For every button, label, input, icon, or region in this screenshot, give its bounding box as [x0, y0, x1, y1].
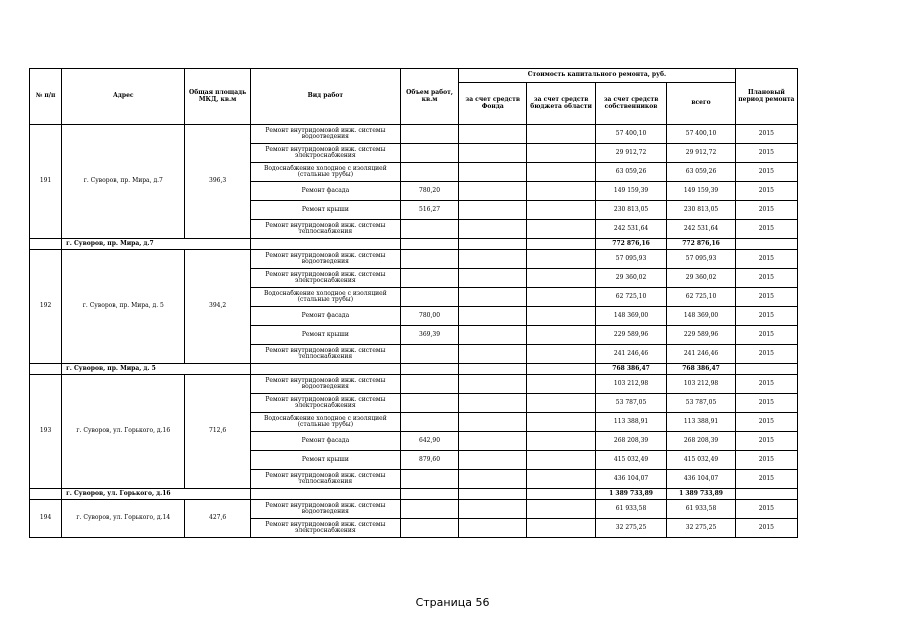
table-body	[30, 125, 798, 538]
work-type: Ремонт внутридомовой инж. системы водоотведения	[250, 375, 400, 394]
work-volume	[401, 345, 459, 364]
total-label: г. Суворов, пр. Мира, д. 5	[62, 364, 251, 375]
work-type: Ремонт крыши	[250, 201, 400, 220]
total-work	[250, 364, 400, 375]
work-volume	[401, 250, 459, 269]
total-owners: 772 876,16	[595, 239, 667, 250]
cost-total: 149 159,39	[667, 182, 735, 201]
repair-period: 2015	[735, 125, 797, 144]
cost-owners: 415 032,49	[595, 451, 667, 470]
house-number: 194	[30, 500, 62, 538]
cost-region	[527, 250, 595, 269]
repair-period: 2015	[735, 163, 797, 182]
cost-fund	[459, 470, 527, 489]
cost-region	[527, 432, 595, 451]
work-type: Ремонт внутридомовой инж. системы электроснабжения	[250, 519, 400, 538]
repair-period: 2015	[735, 413, 797, 432]
header-total: всего	[667, 83, 735, 125]
total-period	[735, 489, 797, 500]
cost-fund	[459, 144, 527, 163]
total-sum: 768 386,47	[667, 364, 735, 375]
work-type: Ремонт внутридомовой инж. системы водоотведения	[250, 250, 400, 269]
repair-period: 2015	[735, 250, 797, 269]
cost-total: 29 912,72	[667, 144, 735, 163]
cost-fund	[459, 394, 527, 413]
cost-region	[527, 288, 595, 307]
cost-total: 148 369,00	[667, 307, 735, 326]
repair-period: 2015	[735, 269, 797, 288]
work-volume	[401, 125, 459, 144]
work-volume	[401, 269, 459, 288]
repair-period: 2015	[735, 451, 797, 470]
house-area: 394,2	[185, 250, 250, 364]
header-cost-group: Стоимость капитального ремонта, руб.	[459, 69, 736, 83]
work-volume	[401, 500, 459, 519]
house-number: 193	[30, 375, 62, 489]
cost-owners: 29 912,72	[595, 144, 667, 163]
header-area: Общая площадь МКД, кв.м	[185, 69, 250, 125]
work-volume	[401, 470, 459, 489]
cost-fund	[459, 375, 527, 394]
total-label: г. Суворов, пр. Мира, д.7	[62, 239, 251, 250]
work-volume	[401, 163, 459, 182]
work-type: Водоснабжение холодное с изоляцией (стальные трубы)	[250, 288, 400, 307]
work-volume	[401, 288, 459, 307]
header-period: Плановый период ремонта	[735, 69, 797, 125]
work-type: Водоснабжение холодное с изоляцией (стальные трубы)	[250, 163, 400, 182]
total-label: г. Суворов, ул. Горького, д.16	[62, 489, 251, 500]
cost-fund	[459, 220, 527, 239]
total-sum: 1 389 733,89	[667, 489, 735, 500]
cost-fund	[459, 250, 527, 269]
work-volume	[401, 220, 459, 239]
work-volume	[401, 519, 459, 538]
cost-region	[527, 413, 595, 432]
cost-region	[527, 451, 595, 470]
header-work-type: Вид работ	[250, 69, 400, 125]
cost-owners: 113 388,91	[595, 413, 667, 432]
total-region	[527, 489, 595, 500]
cost-owners: 29 360,02	[595, 269, 667, 288]
cost-owners: 62 725,10	[595, 288, 667, 307]
header-num: № п/п	[30, 69, 62, 125]
house-address: г. Суворов, ул. Горького, д.16	[62, 375, 185, 489]
header-fund: за счет средств Фонда	[459, 83, 527, 125]
cost-owners: 148 369,00	[595, 307, 667, 326]
work-volume: 369,39	[401, 326, 459, 345]
cost-region	[527, 201, 595, 220]
cost-fund	[459, 500, 527, 519]
table-row	[30, 125, 798, 144]
work-volume	[401, 413, 459, 432]
table-row	[30, 375, 798, 394]
header-owners: за счет средств собственников	[595, 83, 667, 125]
house-area: 712,6	[185, 375, 250, 489]
cost-region	[527, 307, 595, 326]
cost-region	[527, 269, 595, 288]
total-work	[250, 239, 400, 250]
total-row	[30, 364, 798, 375]
cost-total: 229 589,96	[667, 326, 735, 345]
house-area: 396,3	[185, 125, 250, 239]
cost-region	[527, 144, 595, 163]
cost-total: 436 104,07	[667, 470, 735, 489]
total-owners: 768 386,47	[595, 364, 667, 375]
cost-total: 268 208,39	[667, 432, 735, 451]
repair-period: 2015	[735, 307, 797, 326]
repair-period: 2015	[735, 220, 797, 239]
total-owners: 1 389 733,89	[595, 489, 667, 500]
cost-total: 230 813,05	[667, 201, 735, 220]
cost-owners: 436 104,07	[595, 470, 667, 489]
repair-period: 2015	[735, 144, 797, 163]
repair-period: 2015	[735, 345, 797, 364]
total-row	[30, 489, 798, 500]
work-type: Ремонт внутридомовой инж. системы теплоснабжения	[250, 220, 400, 239]
cost-total: 57 095,93	[667, 250, 735, 269]
repair-period: 2015	[735, 500, 797, 519]
total-region	[527, 239, 595, 250]
total-volume	[401, 239, 459, 250]
cost-owners: 242 531,64	[595, 220, 667, 239]
table-row	[30, 500, 798, 519]
total-volume	[401, 489, 459, 500]
total-volume	[401, 364, 459, 375]
work-type: Ремонт внутридомовой инж. системы водоотведения	[250, 125, 400, 144]
work-volume	[401, 394, 459, 413]
cost-total: 29 360,02	[667, 269, 735, 288]
cost-fund	[459, 451, 527, 470]
cost-owners: 230 813,05	[595, 201, 667, 220]
house-area: 427,6	[185, 500, 250, 538]
total-row	[30, 239, 798, 250]
cost-owners: 57 400,10	[595, 125, 667, 144]
total-num	[30, 489, 62, 500]
cost-fund	[459, 288, 527, 307]
cost-fund	[459, 345, 527, 364]
capital-repair-table	[29, 68, 798, 538]
header-volume: Объем работ, кв.м	[401, 69, 459, 125]
cost-region	[527, 375, 595, 394]
total-period	[735, 364, 797, 375]
cost-region	[527, 163, 595, 182]
total-region	[527, 364, 595, 375]
work-volume: 780,20	[401, 182, 459, 201]
cost-owners: 268 208,39	[595, 432, 667, 451]
repair-period: 2015	[735, 182, 797, 201]
work-type: Ремонт фасада	[250, 432, 400, 451]
cost-fund	[459, 307, 527, 326]
house-address: г. Суворов, пр. Мира, д.7	[62, 125, 185, 239]
total-work	[250, 489, 400, 500]
cost-region	[527, 125, 595, 144]
cost-owners: 57 095,93	[595, 250, 667, 269]
cost-owners: 53 787,05	[595, 394, 667, 413]
work-volume	[401, 375, 459, 394]
cost-total: 63 059,26	[667, 163, 735, 182]
house-address: г. Суворов, пр. Мира, д. 5	[62, 250, 185, 364]
total-fund	[459, 489, 527, 500]
cost-fund	[459, 269, 527, 288]
cost-fund	[459, 201, 527, 220]
work-volume: 516,27	[401, 201, 459, 220]
cost-total: 57 400,10	[667, 125, 735, 144]
total-period	[735, 239, 797, 250]
page-number: Страница 56	[415, 596, 490, 609]
work-volume: 879,60	[401, 451, 459, 470]
cost-fund	[459, 182, 527, 201]
work-volume	[401, 144, 459, 163]
total-fund	[459, 239, 527, 250]
work-type: Ремонт крыши	[250, 326, 400, 345]
total-fund	[459, 364, 527, 375]
cost-region	[527, 220, 595, 239]
total-num	[30, 364, 62, 375]
house-number: 192	[30, 250, 62, 364]
repair-period: 2015	[735, 470, 797, 489]
total-sum: 772 876,16	[667, 239, 735, 250]
cost-total: 241 246,46	[667, 345, 735, 364]
cost-owners: 241 246,46	[595, 345, 667, 364]
house-number: 191	[30, 125, 62, 239]
repair-period: 2015	[735, 288, 797, 307]
cost-total: 103 212,98	[667, 375, 735, 394]
work-type: Ремонт внутридомовой инж. системы водоотведения	[250, 500, 400, 519]
cost-region	[527, 500, 595, 519]
work-volume: 780,00	[401, 307, 459, 326]
cost-total: 242 531,64	[667, 220, 735, 239]
cost-total: 53 787,05	[667, 394, 735, 413]
repair-period: 2015	[735, 326, 797, 345]
table-header	[30, 69, 798, 125]
cost-region	[527, 326, 595, 345]
repair-period: 2015	[735, 201, 797, 220]
work-type: Ремонт внутридомовой инж. системы теплоснабжения	[250, 345, 400, 364]
work-type: Ремонт крыши	[250, 451, 400, 470]
cost-total: 61 933,58	[667, 500, 735, 519]
house-address: г. Суворов, ул. Горького, д.14	[62, 500, 185, 538]
table-row	[30, 250, 798, 269]
work-type: Водоснабжение холодное с изоляцией (стальные трубы)	[250, 413, 400, 432]
repair-period: 2015	[735, 394, 797, 413]
header-address: Адрес	[62, 69, 185, 125]
repair-period: 2015	[735, 432, 797, 451]
cost-owners: 61 933,58	[595, 500, 667, 519]
cost-total: 62 725,10	[667, 288, 735, 307]
work-type: Ремонт фасада	[250, 307, 400, 326]
work-type: Ремонт внутридомовой инж. системы электроснабжения	[250, 144, 400, 163]
work-type: Ремонт внутридомовой инж. системы электроснабжения	[250, 394, 400, 413]
cost-region	[527, 394, 595, 413]
cost-owners: 229 589,96	[595, 326, 667, 345]
cost-region	[527, 519, 595, 538]
cost-owners: 32 275,25	[595, 519, 667, 538]
cost-region	[527, 182, 595, 201]
cost-fund	[459, 413, 527, 432]
work-type: Ремонт внутридомовой инж. системы теплоснабжения	[250, 470, 400, 489]
cost-total: 32 275,25	[667, 519, 735, 538]
total-num	[30, 239, 62, 250]
repair-period: 2015	[735, 519, 797, 538]
cost-owners: 149 159,39	[595, 182, 667, 201]
work-type: Ремонт внутридомовой инж. системы электроснабжения	[250, 269, 400, 288]
cost-owners: 103 212,98	[595, 375, 667, 394]
cost-fund	[459, 432, 527, 451]
repair-period: 2015	[735, 375, 797, 394]
header-region: за счет средств бюджета области	[527, 83, 595, 125]
cost-total: 415 032,49	[667, 451, 735, 470]
cost-fund	[459, 326, 527, 345]
cost-fund	[459, 519, 527, 538]
cost-owners: 63 059,26	[595, 163, 667, 182]
cost-region	[527, 470, 595, 489]
cost-fund	[459, 125, 527, 144]
work-type: Ремонт фасада	[250, 182, 400, 201]
cost-total: 113 388,91	[667, 413, 735, 432]
work-volume: 642,90	[401, 432, 459, 451]
cost-region	[527, 345, 595, 364]
cost-fund	[459, 163, 527, 182]
